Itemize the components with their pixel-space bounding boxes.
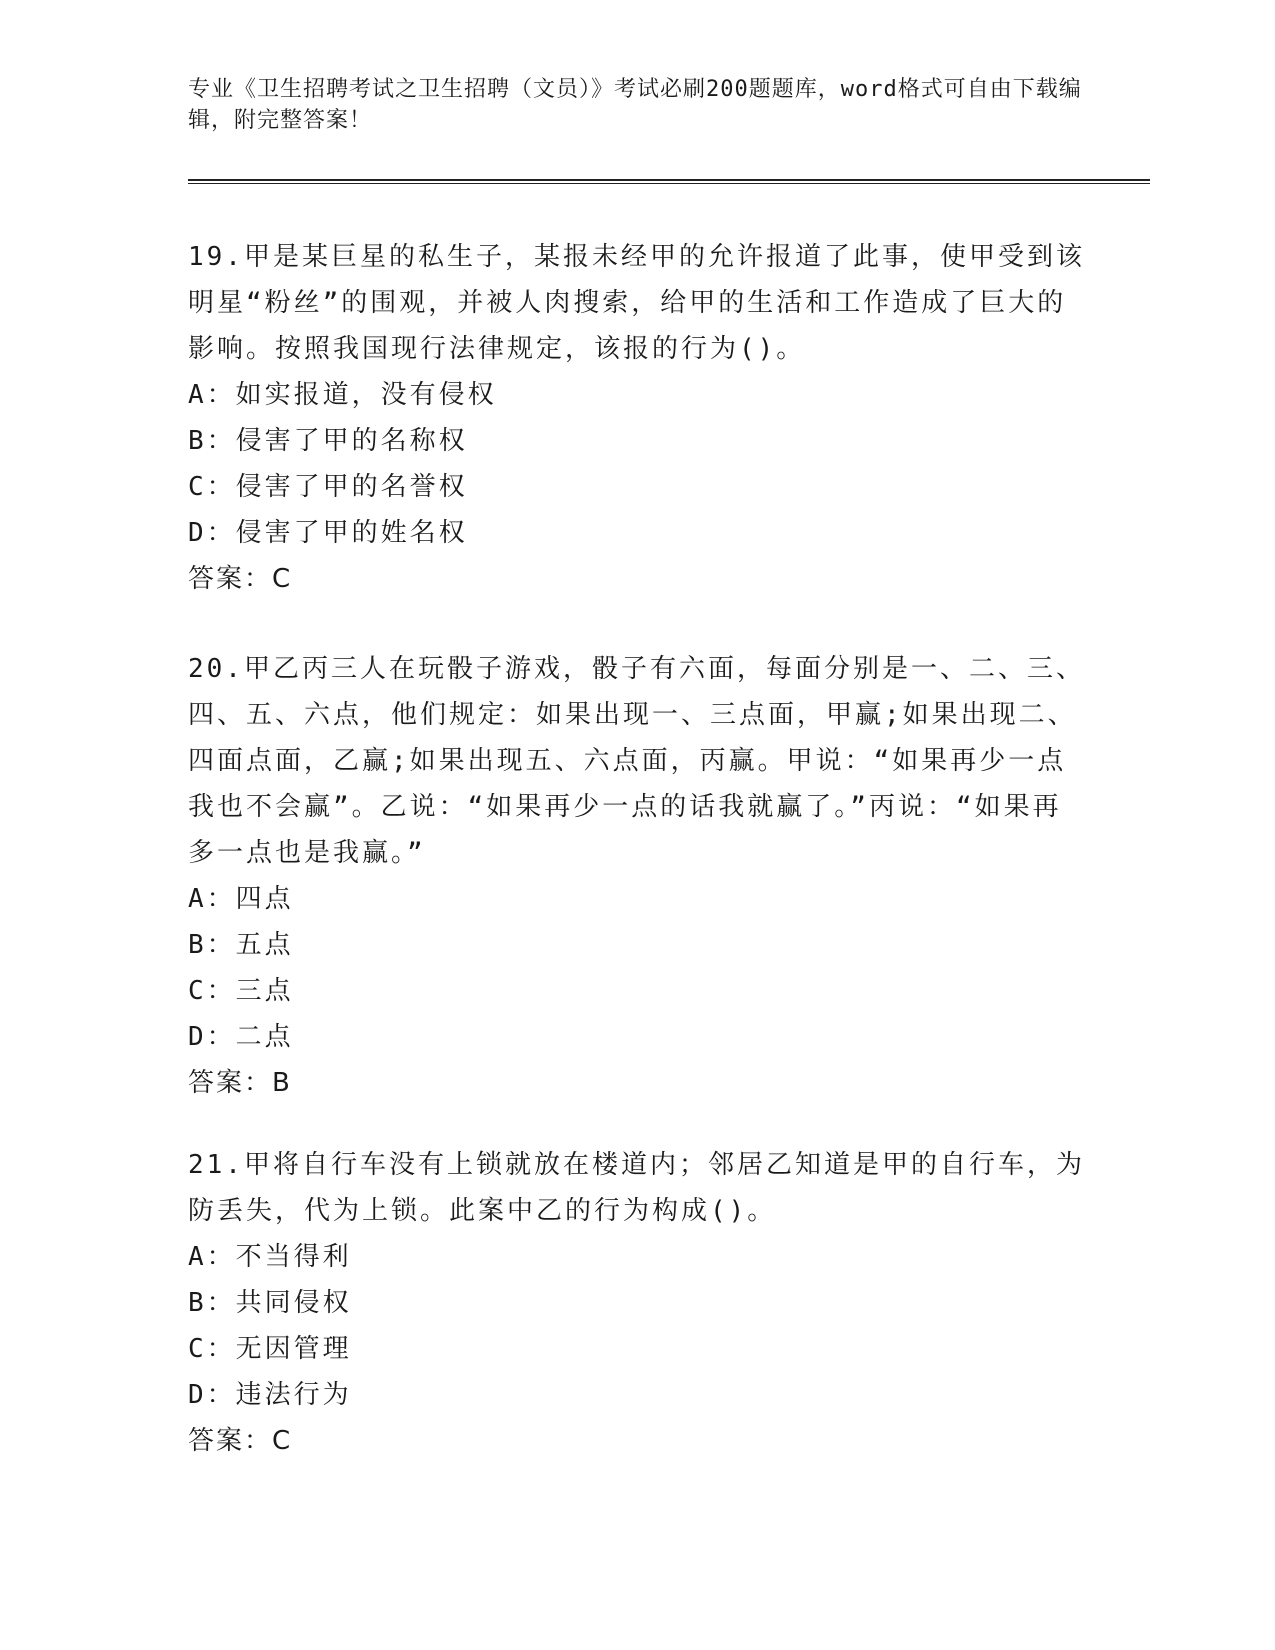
- answer-line: 答案：C: [188, 564, 293, 594]
- option-c: C：侵害了甲的名誉权: [188, 472, 468, 502]
- question-20: [188, 646, 1088, 1106]
- option-c: C：无因管理: [188, 1334, 352, 1364]
- option-a: A：不当得利: [188, 1242, 352, 1272]
- option-b: B：五点: [188, 930, 294, 960]
- option-b: B：侵害了甲的名称权: [188, 426, 468, 456]
- question-text: 20.甲乙丙三人在玩骰子游戏，骰子有六面，每面分别是一、二、三、四、五、六点，他们规定：如果出现一、三点面，甲赢;如果出现二、四面点面，乙赢;如果出现五、六点面，丙赢。甲说：“如果再少一点我也不会赢”。乙说：“如果再少一点的话我就赢了。”丙说：“如果再多一点也是我赢。”: [188, 654, 1085, 868]
- question-21: [188, 1142, 1088, 1464]
- question-text: 19.甲是某巨星的私生子，某报未经甲的允许报道了此事，使甲受到该明星“粉丝”的围观，并被人肉搜索，给甲的生活和工作造成了巨大的影响。按照我国现行法律规定，该报的行为()。: [188, 242, 1085, 364]
- option-a: A：四点: [188, 884, 294, 914]
- option-d: D：侵害了甲的姓名权: [188, 518, 468, 548]
- option-d: D：二点: [188, 1022, 294, 1052]
- document-header: 专业《卫生招聘考试之卫生招聘（文员）》考试必刷200题题库，word格式可自由下载编辑，附完整答案！: [188, 77, 1082, 133]
- option-a: A：如实报道，没有侵权: [188, 380, 497, 410]
- question-text: 21.甲将自行车没有上锁就放在楼道内；邻居乙知道是甲的自行车，为防丢失，代为上锁。此案中乙的行为构成()。: [188, 1150, 1085, 1226]
- option-c: C：三点: [188, 976, 294, 1006]
- answer-line: 答案：C: [188, 1426, 293, 1456]
- question-19: [188, 234, 1088, 602]
- option-d: D：违法行为: [188, 1380, 352, 1410]
- header-divider: [188, 179, 1150, 184]
- option-b: B：共同侵权: [188, 1288, 352, 1318]
- answer-line: 答案：B: [188, 1068, 292, 1098]
